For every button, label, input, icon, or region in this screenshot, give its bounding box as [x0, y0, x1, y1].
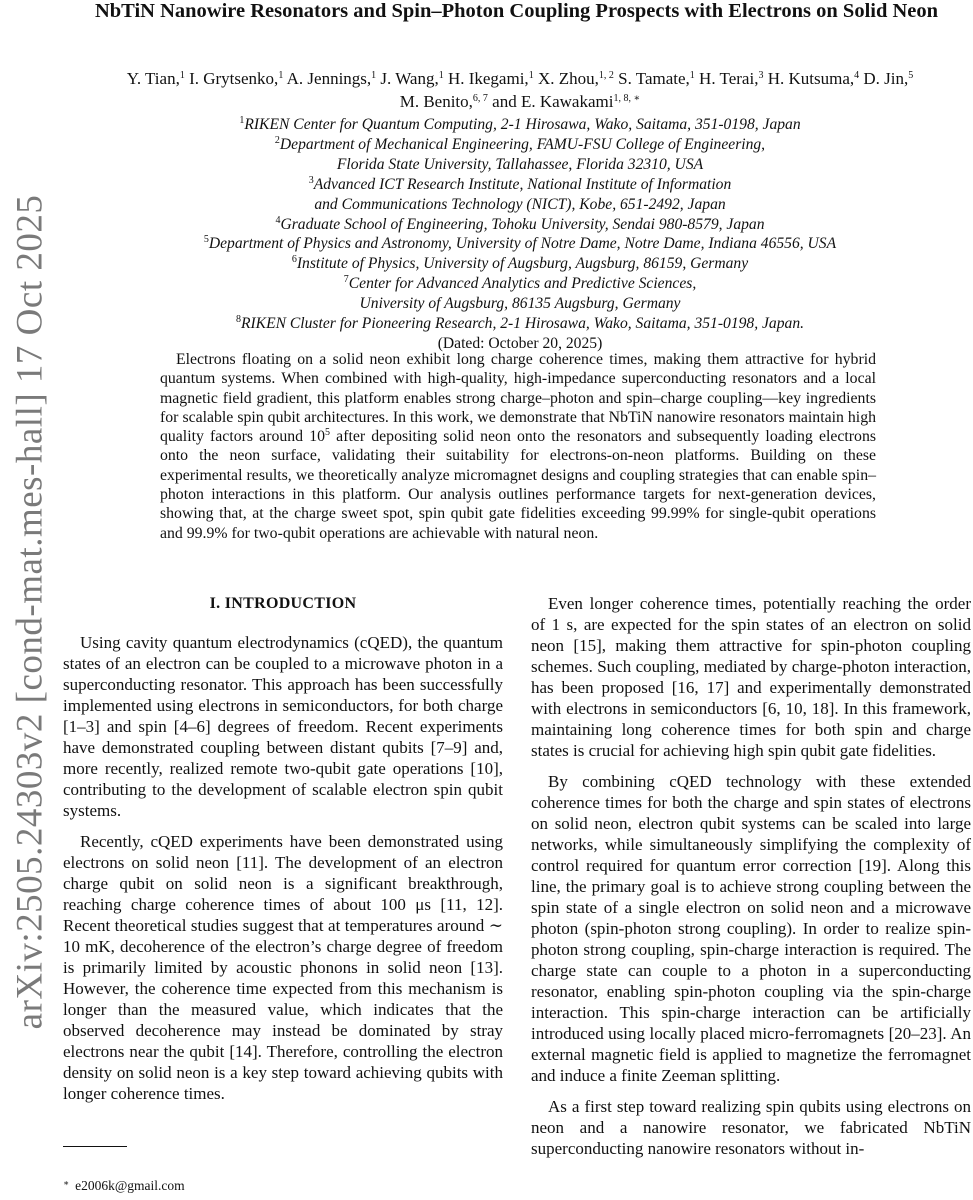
paragraph: Using cavity quantum electrodynamics (cQED), the quantum states of an electron can be coupled to a microwave photon in a superconducting resonator. This approach has been successfully implemented using electrons in semiconductors, for both charge [1–3] and spin [4–6] degrees of freedom. Recent experiments have demonstrated coupling between distant qubits [7–9] and, more recently, realized remote two-qubit gate operations [10], contributing to the development of scalable electron spin qubit systems. — [63, 633, 503, 820]
left-column — [63, 593, 503, 1104]
abstract-text: Electrons floating on a solid neon exhibit long charge coherence times, making them attractive for hybrid quantum systems. When combined with high-quality, high-impedance superconducting resonators and a local magnetic field gradient, this platform enables strong charge–photon and spin–charge coupling—key ingredients for scalable spin qubit architectures. In this work, we demonstrate that NbTiN nanowire resonators maintain high quality factors around $10^5$ after depositing solid neon onto the resonators and subsequently loading electrons onto the neon surface, validating their suitability for electrons-on-neon platforms. Building on these experimental results, we theoretically analyze micromagnet designs and coupling strategies that can enable spin–photon interactions in this platform. Our analysis outlines performance targets for next-generation devices, showing that, at the charge sweet spot, spin qubit gate fidelities exceeding 99.99% for single-qubit operations and 99.9% for two-qubit operations are achievable with natural neon. — [160, 351, 876, 542]
corresponding-email[interactable]: e2006k@gmail.com — [75, 1178, 185, 1193]
paragraph: By combining cQED technology with these extended coherence times for both the charge and spin states of electrons on solid neon, electron qubit systems can be scaled into large networks, while simultaneously simplifying the complexity of control required for quantum error correction [19]. Along this line, the primary goal is to achieve strong coupling between the spin state of a single electron on solid neon and a microwave photon (spin-photon strong coupling). In order to realize spin-photon strong coupling, spin-charge interaction is required. The charge state can couple to a photon in a superconducting resonator, enabling spin-photon coupling via the spin-charge interaction. This spin-charge interaction can be artificially introduced using locally placed micro-ferromagnets [20–23]. An external magnetic field is applied to magnetize the ferromagnet and induce a finite Zeeman splitting. — [531, 772, 971, 1085]
author: M. Benito,$^{6, 7}$ — [399, 92, 488, 111]
paragraph: Recently, cQED experiments have been demonstrated using electrons on solid neon [11]. The development of an electron charge qubit on solid neon is a significant breakthrough, reaching charge coherence times of about 100 μs [11, 12]. Recent theoretical studies suggest that at temperatures around ∼ 10 mK, decoherence of the electron’s charge degree of freedom is primarily limited by acoustic phonons in solid neon [13]. However, the coherence time expected from this mechanism is longer than the measured value, which indicates that the observed decoherence may instead be dominated by stray electrons near the qubit [14]. Therefore, controlling the electron density on solid neon is a key step toward achieving qubits with longer coherence times. — [63, 832, 503, 1103]
affiliations — [120, 115, 920, 354]
author: Y. Tian,$^1$ — [126, 69, 185, 88]
author: S. Tamate,$^1$ — [618, 69, 695, 88]
affiliation: $^8$RIKEN Cluster for Pioneering Research, 2-1 Hirosawa, Wako, Saitama, 351-0198, Japan. — [235, 314, 805, 333]
footnote — [63, 1178, 185, 1194]
footnote-rule — [63, 1146, 127, 1147]
author-list — [120, 67, 920, 113]
footnote-mark: ∗ — [63, 1178, 70, 1188]
affiliation: $^3$Advanced ICT Research Institute, National Institute of Information — [308, 174, 732, 193]
author: A. Jennings,$^1$ — [286, 69, 377, 88]
abstract — [160, 350, 876, 543]
affiliation: $^4$Graduate School of Engineering, Tohoku University, Sendai 980-8579, Japan — [275, 214, 765, 233]
author: H. Terai,$^3$ — [699, 69, 764, 88]
section-heading: I. INTRODUCTION — [209, 595, 357, 612]
author: D. Jin,$^5$ — [863, 69, 914, 88]
dated-line: (Dated: October 20, 2025) — [437, 334, 603, 352]
affiliation: $^7$Center for Advanced Analytics and Predictive Sciences, — [343, 274, 697, 293]
author: and E. Kawakami$^{1, 8, ∗}$ — [492, 92, 641, 111]
author: X. Zhou,$^{1, 2}$ — [537, 69, 614, 88]
affiliation-continued: Florida State University, Tallahassee, Florida 32310, USA — [336, 155, 704, 173]
affiliation: $^5$Department of Physics and Astronomy, University of Notre Dame, Notre Dame, Indiana 46556, USA — [203, 234, 837, 253]
paragraph: Even longer coherence times, potentially reaching the order of 1 s, are expected for the spin states of an electron on solid neon [15], making them attractive for spin-photon coupling schemes. Such coupling, mediated by charge-photon interaction, has been proposed [16, 17] and experimentally demonstrated with electrons in semiconductors [6, 10, 18]. In this framework, maintaining long coherence times for both spin and charge states is crucial for achieving high spin qubit gate fidelities. — [531, 594, 971, 760]
affiliation: $^6$Institute of Physics, University of Augsburg, Augsburg, 86159, Germany — [291, 254, 749, 273]
author: H. Kutsuma,$^4$ — [767, 69, 860, 88]
author: J. Wang,$^1$ — [380, 69, 444, 88]
affiliation-continued: University of Augsburg, 86135 Augsburg, Germany — [359, 295, 681, 313]
author: I. Grytsenko,$^1$ — [189, 69, 284, 88]
affiliation-continued: and Communications Technology (NICT), Kobe, 651-2492, Japan — [314, 195, 726, 213]
affiliation: $^1$RIKEN Center for Quantum Computing, 2-1 Hirosawa, Wako, Saitama, 351-0198, Japan — [239, 115, 801, 133]
affiliation: $^2$Department of Mechanical Engineering, FAMU-FSU College of Engineering, — [274, 134, 766, 153]
right-column — [531, 593, 971, 1159]
paper-title: NbTiN Nanowire Resonators and Spin–Photon Coupling Prospects with Electrons on Solid Neon — [94, 0, 939, 22]
paragraph: As a first step toward realizing spin qubits using electrons on neon and a nanowire resonator, we fabricated NbTiN superconducting nanowire resonators without in- — [531, 1097, 971, 1158]
arxiv-sidebar — [0, 0, 60, 1200]
arxiv-identifier: arXiv:2505.24303v2 [cond-mat.mes-hall] 17 Oct 2025 — [9, 194, 51, 1030]
author: H. Ikegami,$^1$ — [447, 69, 534, 88]
